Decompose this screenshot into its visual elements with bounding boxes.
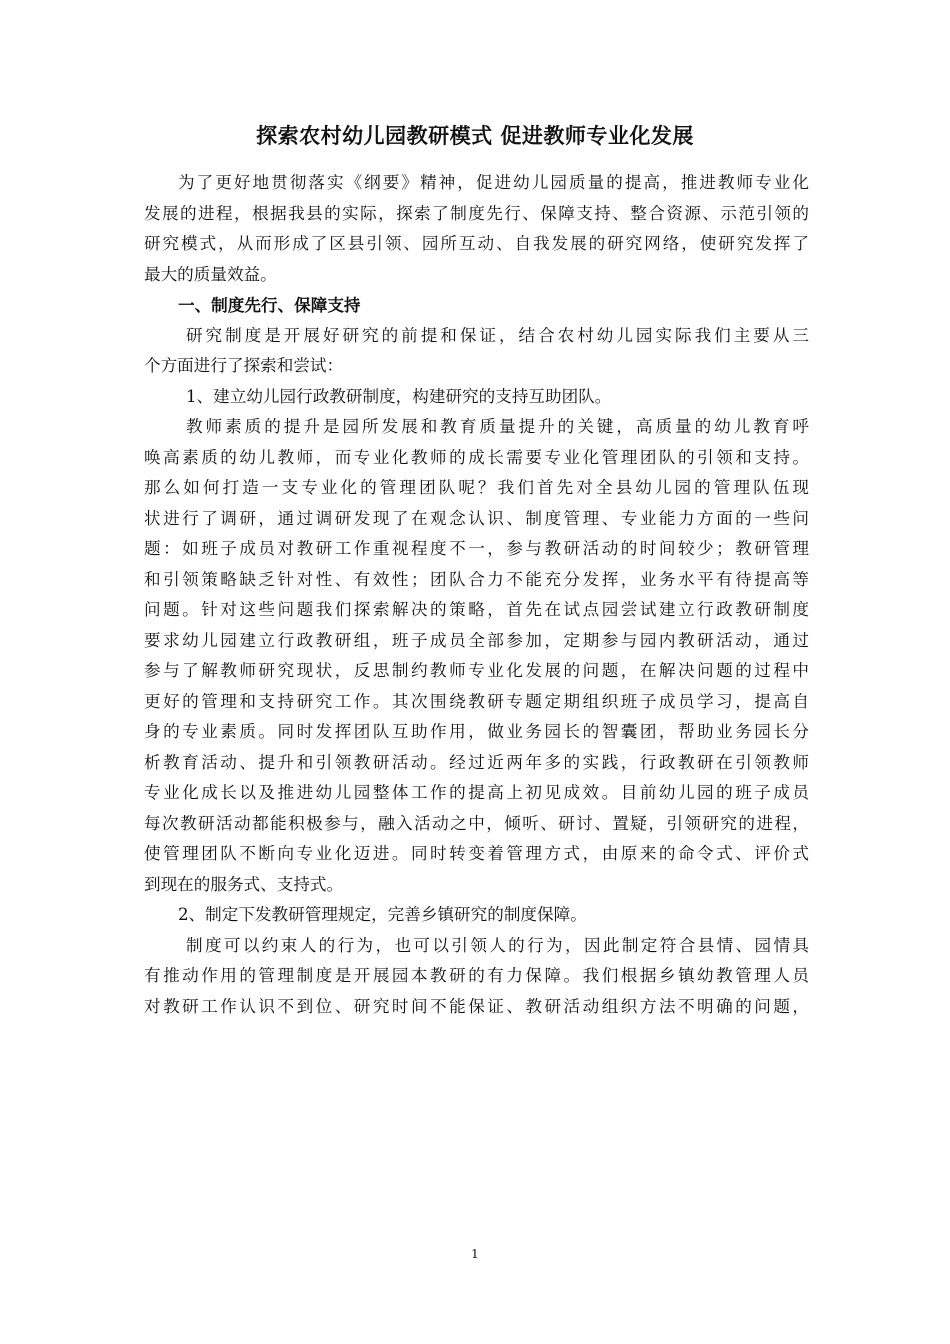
subsection-heading: 2、制定下发教研管理规定，完善乡镇研究的制度保障。 xyxy=(178,905,587,924)
paragraph-line: 析教育活动、提升和引领教研活动。经过近两年多的实践，行政教研在引领教师 xyxy=(144,752,809,772)
document-title: 探索农村幼儿园教研模式 促进教师专业化发展 xyxy=(256,123,694,148)
paragraph-line: 身的专业素质。同时发挥团队互助作用，做业务园长的智囊团，帮助业务园长分 xyxy=(144,722,809,741)
paragraph-line: 问题。针对这些问题我们探索解决的策略，首先在试点园尝试建立行政教研制度 xyxy=(144,600,809,619)
subsection-heading: 1、建立幼儿园行政教研制度，构建研究的支持互助团队。 xyxy=(186,386,612,406)
paragraph-line: 研究模式，从而形成了区县引领、园所互动、自我发展的研究网络，使研究发挥了 xyxy=(144,234,809,253)
paragraph-line: 和引领策略缺乏针对性、有效性；团队合力不能充分发挥，业务水平有待提高等 xyxy=(144,569,809,589)
paragraph-line: 使管理团队不断向专业化迈进。同时转变着管理方式，由原来的命令式、评价式 xyxy=(144,844,809,863)
paragraph-line: 唤高素质的幼儿教师，而专业化教师的成长需要专业化管理团队的引领和支持。 xyxy=(144,447,809,467)
paragraph-line: 研究制度是开展好研究的前提和保证，结合农村幼儿园实际我们主要从三 xyxy=(186,325,809,345)
paragraph-line: 为了更好地贯彻落实《纲要》精神，促进幼儿园质量的提高，推进教师专业化 xyxy=(178,173,809,192)
paragraph-line: 参与了解教师研究现状，反思制约教师专业化发展的问题，在解决问题的过程中 xyxy=(144,661,809,680)
paragraph-line: 对教研工作认识不到位、研究时间不能保证、教研活动组织方法不明确的问题， xyxy=(144,996,809,1016)
paragraph-line: 教师素质的提升是园所发展和教育质量提升的关键，高质量的幼儿教育呼 xyxy=(186,417,809,436)
paragraph-line: 状进行了调研，通过调研发现了在观念认识、制度管理、专业能力方面的一些问 xyxy=(144,508,809,528)
page-number: 1 xyxy=(471,1247,479,1261)
paragraph-line: 要求幼儿园建立行政教研组，班子成员全部参加，定期参与园内教研活动，通过 xyxy=(144,630,809,650)
paragraph-line: 发展的进程，根据我县的实际，探索了制度先行、保障支持、整合资源、示范引领的 xyxy=(144,203,809,223)
paragraph-line: 制度可以约束人的行为，也可以引领人的行为，因此制定符合县情、园情具 xyxy=(186,935,809,955)
paragraph-line: 题：如班子成员对教研工作重视程度不一，参与教研活动的时间较少；教研管理 xyxy=(144,539,809,558)
paragraph-line: 有推动作用的管理制度是开展园本教研的有力保障。我们根据乡镇幼教管理人员 xyxy=(144,966,809,985)
paragraph-line: 最大的质量效益。 xyxy=(144,264,277,284)
paragraph-line: 个方面进行了探索和尝试： xyxy=(144,356,344,375)
paragraph-line: 每次教研活动都能积极参与，融入活动之中，倾听、研讨、置疑，引领研究的进程， xyxy=(144,813,809,833)
paragraph-line: 那么如何打造一支专业化的管理团队呢？我们首先对全县幼儿园的管理队伍现 xyxy=(144,478,809,497)
document-body xyxy=(144,168,809,1022)
paragraph-line: 更好的管理和支持研究工作。其次围绕教研专题定期组织班子成员学习，提高自 xyxy=(144,691,809,711)
paragraph-line: 专业化成长以及推进幼儿园整体工作的提高上初见成效。目前幼儿园的班子成员 xyxy=(144,783,809,802)
paragraph-line: 到现在的服务式、支持式。 xyxy=(144,874,344,894)
section-heading: 一、制度先行、保障支持 xyxy=(178,295,361,315)
